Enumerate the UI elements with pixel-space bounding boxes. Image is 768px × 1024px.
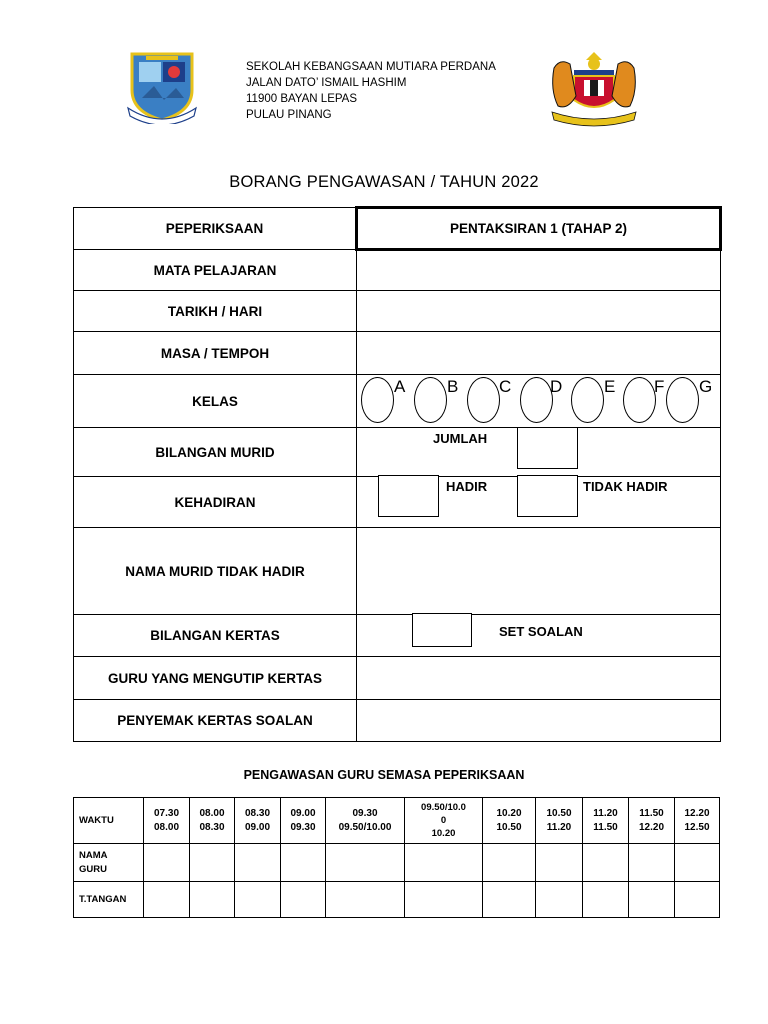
bilangan-murid-label: BILANGAN MURID	[74, 428, 357, 477]
row-bilangan-murid	[74, 428, 721, 477]
slot-cell	[326, 798, 405, 844]
slot-cell	[629, 798, 675, 844]
slot-start: 09.30	[352, 807, 378, 819]
tandatangan-cell[interactable]	[483, 882, 536, 918]
guru-mengutip-field[interactable]	[357, 657, 721, 700]
state-line: PULAU PINANG	[246, 109, 332, 121]
slot-end: 11.20	[546, 821, 572, 833]
schedule-nama-guru-row	[74, 844, 720, 882]
slot-end: 09.30	[290, 821, 316, 833]
bilangan-kertas-label: BILANGAN KERTAS	[74, 615, 357, 657]
slot-cell	[536, 798, 583, 844]
tandatangan-cell[interactable]	[405, 882, 483, 918]
row-penyemak	[74, 700, 721, 742]
slot-end: 10.20	[431, 828, 456, 839]
peperiksaan-label: PEPERIKSAAN	[74, 208, 357, 250]
school-address	[246, 59, 496, 123]
slot-end: 09.50/10.00	[338, 821, 392, 833]
slot-start: 08.00	[199, 807, 225, 819]
schedule-table	[73, 797, 720, 918]
hadir-box[interactable]	[378, 475, 439, 517]
tandatangan-cell[interactable]	[583, 882, 629, 918]
tandatangan-cell[interactable]	[235, 882, 281, 918]
penyemak-label: PENYEMAK KERTAS SOALAN	[74, 700, 357, 742]
slot-end: 08.00	[153, 821, 180, 833]
slot-start: 10.50	[546, 807, 572, 819]
row-peperiksaan	[74, 208, 721, 250]
kelas-letter-d: D	[550, 377, 563, 396]
slot-cell	[583, 798, 629, 844]
kelas-oval-f[interactable]	[623, 377, 656, 423]
peperiksaan-value: PENTAKSIRAN 1 (TAHAP 2)	[357, 208, 721, 250]
kelas-letter-g: G	[699, 377, 713, 396]
nama-guru-cell[interactable]	[144, 844, 190, 882]
waktu-label: WAKTU	[74, 798, 144, 844]
slot-start: 09.50/10.0	[421, 802, 466, 813]
slot-start: 09.00	[290, 807, 316, 819]
kelas-oval-b[interactable]	[414, 377, 447, 423]
tandatangan-cell[interactable]	[326, 882, 405, 918]
row-nama-murid	[74, 528, 721, 615]
kelas-oval-a[interactable]	[361, 377, 394, 423]
row-masa	[74, 332, 721, 375]
school-crest-logo	[126, 50, 198, 124]
row-kelas	[74, 375, 721, 428]
schedule-title: PENGAWASAN GURU SEMASA PEPERIKSAAN	[243, 768, 525, 782]
nama-guru-cell[interactable]	[326, 844, 405, 882]
slot-cell	[190, 798, 235, 844]
slot-cell	[405, 798, 483, 844]
set-soalan-label: SET SOALAN	[499, 624, 583, 639]
kehadiran-cell	[357, 477, 721, 528]
kelas-oval-e[interactable]	[571, 377, 604, 423]
slot-start: 08.30	[244, 807, 271, 819]
slot-end: 10.50	[496, 821, 522, 833]
slot-start-wrap: 0	[440, 815, 447, 826]
slot-end: 12.20	[638, 821, 665, 833]
slot-start: 12.20	[684, 807, 710, 819]
nama-guru-cell[interactable]	[281, 844, 326, 882]
nama-guru-cell[interactable]	[583, 844, 629, 882]
schedule-time-row	[74, 798, 720, 844]
coat-of-arms-logo	[546, 50, 642, 128]
jumlah-box[interactable]	[517, 427, 578, 469]
row-guru-mengutip	[74, 657, 721, 700]
slot-cell	[281, 798, 326, 844]
exam-form-table	[73, 206, 722, 742]
kelas-options	[357, 375, 721, 428]
row-tarikh	[74, 291, 721, 332]
slot-start: 07.30	[153, 807, 180, 819]
nama-guru-cell[interactable]	[536, 844, 583, 882]
nama-label: NAMA	[79, 849, 108, 861]
address-line: JALAN DATO’ ISMAIL HASHIM	[246, 77, 407, 89]
nama-guru-label	[74, 844, 144, 882]
tandatangan-cell[interactable]	[190, 882, 235, 918]
slot-end: 08.30	[199, 821, 225, 833]
row-bilangan-kertas	[74, 615, 721, 657]
tandatangan-cell[interactable]	[144, 882, 190, 918]
kelas-oval-c[interactable]	[467, 377, 500, 423]
row-kehadiran	[74, 477, 721, 528]
kelas-letter-f: F	[654, 377, 665, 396]
tidak-hadir-label: TIDAK HADIR	[583, 479, 668, 494]
nama-guru-cell[interactable]	[483, 844, 536, 882]
guru-mengutip-label: GURU YANG MENGUTIP KERTAS	[74, 657, 357, 700]
tidak-hadir-box[interactable]	[517, 475, 578, 517]
nama-guru-cell[interactable]	[235, 844, 281, 882]
bilangan-kertas-cell	[357, 615, 721, 657]
nama-guru-cell[interactable]	[629, 844, 675, 882]
jumlah-label: JUMLAH	[433, 431, 488, 446]
nama-guru-cell[interactable]	[675, 844, 720, 882]
tandatangan-cell[interactable]	[629, 882, 675, 918]
kehadiran-label: KEHADIRAN	[74, 477, 357, 528]
nama-guru-cell[interactable]	[405, 844, 483, 882]
slot-start: 10.20	[496, 807, 522, 819]
masa-label: MASA / TEMPOH	[74, 332, 357, 375]
tandatangan-cell[interactable]	[675, 882, 720, 918]
postcode-line: 11900 BAYAN LEPAS	[246, 93, 358, 105]
slot-start: 11.20	[593, 807, 618, 819]
slot-end: 09.00	[244, 821, 271, 833]
hadir-label: HADIR	[446, 479, 488, 494]
nama-murid-label: NAMA MURID TIDAK HADIR	[74, 528, 357, 615]
kelas-letter-b: B	[447, 377, 459, 396]
bilangan-murid-cell	[357, 428, 721, 477]
slot-start: 11.50	[639, 807, 664, 819]
slot-end: 12.50	[684, 821, 710, 833]
slot-end: 11.50	[593, 821, 618, 833]
form-title: BORANG PENGAWASAN / TAHUN 2022	[229, 173, 539, 191]
slot-cell	[144, 798, 190, 844]
slot-cell	[483, 798, 536, 844]
slot-cell	[235, 798, 281, 844]
penyemak-field[interactable]	[357, 700, 721, 742]
school-name: SEKOLAH KEBANGSAAN MUTIARA PERDANA	[246, 61, 496, 73]
tandatangan-cell[interactable]	[536, 882, 583, 918]
guru-label: GURU	[79, 863, 107, 875]
kelas-oval-g[interactable]	[666, 377, 699, 423]
slot-cell	[675, 798, 720, 844]
kelas-oval-d[interactable]	[520, 377, 553, 423]
kelas-letter-c: C	[499, 377, 512, 396]
tarikh-label: TARIKH / HARI	[74, 291, 357, 332]
kelas-label: KELAS	[74, 375, 357, 428]
schedule-tandatangan-row	[74, 882, 720, 918]
tarikh-field[interactable]	[357, 291, 721, 332]
masa-field[interactable]	[357, 332, 721, 375]
nama-murid-field[interactable]	[357, 528, 721, 615]
kelas-letter-e: E	[604, 377, 616, 396]
nama-guru-cell[interactable]	[190, 844, 235, 882]
row-mata-pelajaran	[74, 250, 721, 291]
tandatangan-cell[interactable]	[281, 882, 326, 918]
kelas-letter-a: A	[394, 377, 406, 396]
bilangan-kertas-box[interactable]	[412, 613, 472, 647]
mata-pelajaran-field[interactable]	[357, 250, 721, 291]
mata-pelajaran-label: MATA PELAJARAN	[74, 250, 357, 291]
tandatangan-label: T.TANGAN	[74, 882, 144, 918]
